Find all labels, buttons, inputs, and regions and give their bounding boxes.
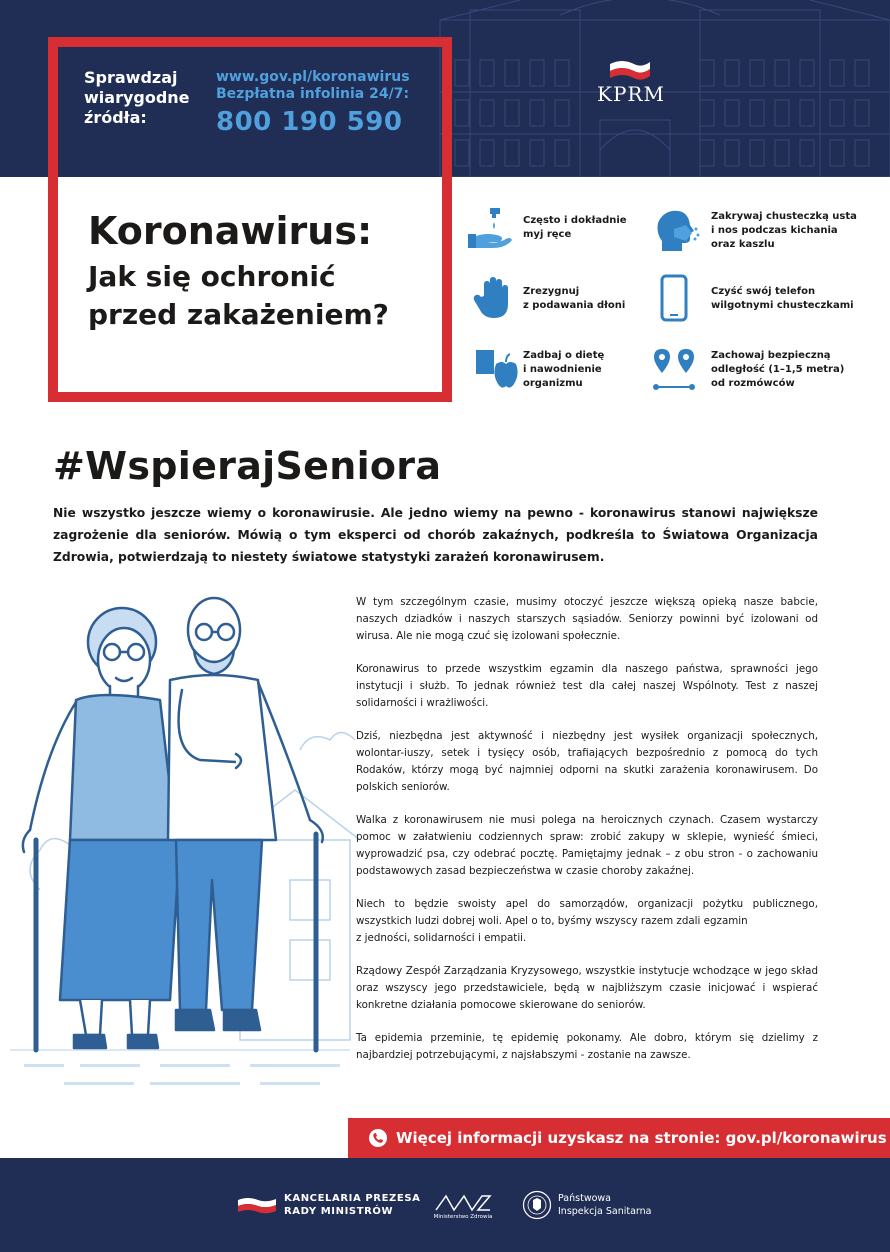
kprm-logo-text: KPRM — [597, 82, 665, 106]
hand-stop-icon — [470, 274, 518, 322]
body-paragraph-5: Niech to będzie swoisty apel do samorządów, organizacji pożytku publicznego, wszystkich ludzi dobrej woli. Apel o to, byśmy wszyscy razem zdali egzamin z jedności, solidarności i empatii. — [356, 898, 818, 944]
seniors-illustration — [0, 590, 360, 1110]
tip-text-distance: Zachowaj bezpieczną odległość (1–1,5 metra) od rozmówców — [711, 350, 845, 389]
distance-icon — [650, 347, 698, 395]
footer-kprm-name: KANCELARIA PREZESA RADY MINISTRÓW — [284, 1193, 421, 1217]
body-paragraph-4: Walka z koronawirusem nie musi polega na heroicznych czynach. Czasem wystarczy pomoc w załatwieniu codziennych spraw: zrobić zakupy w sklepie, wynieść śmieci, wyprowadzić psa, czy odebrać pocztę. Pamiętajmy jednak – z obu stron - o zachowaniu podstawowych zasad bezpieczeństwa w czasie choroby zakaźnej. — [356, 814, 818, 877]
body-paragraph-1: W tym szczególnym czasie, musimy otoczyć jeszcze większą opieką nasze babcie, naszych dziadków i naszych starszych sąsiadów. Seniorzy powinni być izolowani od wirusa. Ale nie mogą czuć się izolowani społecznie. — [356, 596, 818, 642]
body-paragraph-2: Koronawirus to przede wszystkim egzamin dla naszego państwa, sprawności jego instytucji i służb. To jednak również test dla całej naszej Wspólnoty. Test z naszej solidarności i wrażliwości. — [356, 663, 818, 709]
sneeze-icon — [652, 207, 700, 255]
tip-text-sneeze: Zakrywaj chusteczką usta i nos podczas kichania oraz kaszlu — [711, 211, 857, 250]
handwash-icon — [466, 204, 514, 252]
tip-text-handwash: Często i dokładnie myj ręce — [523, 215, 627, 240]
tip-text-diet: Zadbaj o dietę i nawodnienie organizmu — [523, 350, 605, 389]
body-paragraph-7: Ta epidemia przeminie, tę epidemię pokonamy. Ale dobro, którym się dzielimy z najbardziej potrzebującymi, z najsłabszymi - zostanie na zawsze. — [356, 1032, 818, 1061]
intro-paragraph: Nie wszystko jeszcze wiemy o koronawirusie. Ale jedno wiemy na pewno - koronawirus stanowi największe zagrożenie dla seniorów. Mówią o tym eksperci od chorób zakaźnych, podkreśla to Światowa Organizacja Zdrowia, potwierdzają to niestety światowe statystyki zarażeń koronawirusem. — [53, 506, 818, 564]
sanitary-inspection-seal-icon — [522, 1190, 552, 1220]
cta-text[interactable]: Więcej informacji uzyskasz na stronie: gov.pl/koronawirus — [396, 1129, 887, 1147]
kprm-footer-flag-icon — [238, 1196, 276, 1216]
sources-url-link[interactable]: www.gov.pl/koronawirus — [216, 69, 410, 85]
hashtag-heading: #WspierajSeniora — [53, 444, 442, 488]
body-paragraph-3: Dziś, niezbędna jest aktywność i niezbędny jest wysiłek organizacji społecznych, wolontar-iuszy, setek i tysięcy osób, trafiających bezpośrednio z pomocą do tych Rodaków, którzy mogą być najmniej odporni na skutki zarażenia koronawirusem. Do polskich seniorów. — [356, 730, 818, 793]
main-title: Koronawirus: — [88, 209, 373, 253]
tip-text-hand: Zrezygnuj z podawania dłoni — [523, 286, 626, 311]
body-text-column — [356, 594, 818, 1080]
hotline-phone-number: 800 190 590 — [216, 107, 403, 137]
footer-mz-caption: Ministerstwo Zdrowia — [433, 1214, 493, 1220]
footer-pis-name: Państwowa Inspekcja Sanitarna — [558, 1193, 652, 1217]
body-paragraph-6: Rządowy Zespół Zarządzania Kryzysowego, wszystkie instytucje wchodzące w jego skład oraz wszyscy jego przedstawiciele, będą w najbliższym czasie inicjować i wspierać konkretne działania pomocowe skierowane do seniorów. — [356, 965, 818, 1011]
hotline-label: Bezpłatna infolinia 24/7: — [216, 86, 410, 102]
sources-label: Sprawdzaj wiarygodne źródła: — [84, 68, 190, 127]
tip-text-phone: Czyść swój telefon wilgotnymi chusteczkami — [711, 286, 854, 311]
phone-call-icon — [369, 1129, 387, 1147]
phone-icon — [650, 274, 698, 322]
apple-icon — [472, 344, 520, 392]
main-subtitle: Jak się ochronić przed zakażeniem? — [88, 260, 389, 331]
